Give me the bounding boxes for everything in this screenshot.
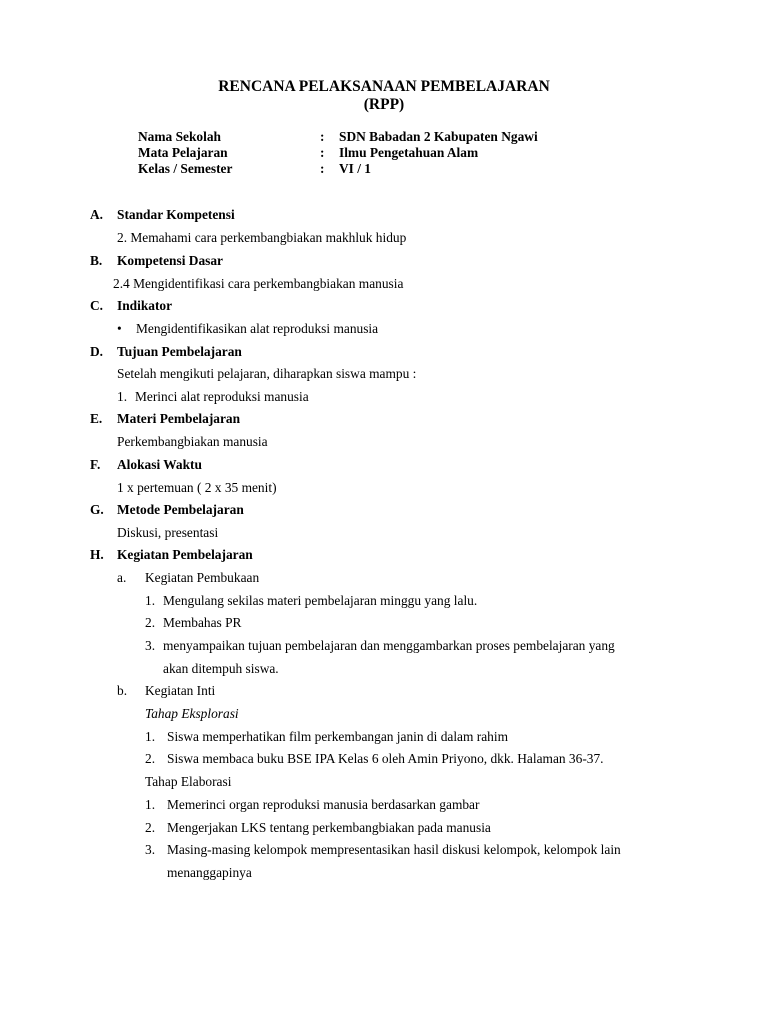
- section-heading: Tujuan Pembelajaran: [117, 344, 242, 359]
- sub-heading: Kegiatan Pembukaan: [145, 570, 260, 585]
- section-heading: Alokasi Waktu: [117, 457, 202, 472]
- identity-separator: :: [320, 161, 325, 176]
- list-number: 2.: [145, 615, 156, 630]
- section-content: 2. Memahami cara perkembangbiakan makhluk hidup: [117, 230, 407, 245]
- identity-value: SDN Babadan 2 Kabupaten Ngawi: [339, 129, 538, 144]
- section-heading: Materi Pembelajaran: [117, 411, 241, 426]
- bullet: •: [117, 321, 122, 336]
- list-number: 3.: [145, 638, 156, 653]
- section-content: Diskusi, presentasi: [117, 525, 219, 540]
- list-item: Masing-masing kelompok mempresentasikan hasil diskusi kelompok, kelompok lain: [167, 842, 621, 857]
- list-number: 1.: [145, 797, 156, 812]
- section-letter: E.: [90, 411, 103, 426]
- list-number: 1.: [117, 389, 128, 404]
- sub-heading: Kegiatan Inti: [145, 683, 216, 698]
- identity-separator: :: [320, 145, 325, 160]
- section-content: Mengidentifikasikan alat reproduksi manusia: [136, 321, 379, 336]
- sub-letter: a.: [117, 570, 127, 585]
- sub-letter: b.: [117, 683, 128, 698]
- list-number: 1.: [145, 593, 156, 608]
- identity-label: Kelas / Semester: [138, 161, 233, 176]
- section-intro: Setelah mengikuti pelajaran, diharapkan siswa mampu :: [117, 366, 417, 381]
- list-number: 2.: [145, 820, 156, 835]
- list-item: Mengulang sekilas materi pembelajaran minggu yang lalu.: [163, 593, 478, 608]
- section-letter: H.: [90, 547, 104, 562]
- list-item-continuation: akan ditempuh siswa.: [163, 661, 279, 676]
- phase-title: Tahap Elaborasi: [145, 774, 232, 789]
- identity-label: Nama Sekolah: [138, 129, 221, 144]
- list-number: 2.: [145, 751, 156, 766]
- list-item: Memerinci organ reproduksi manusia berdasarkan gambar: [167, 797, 480, 812]
- list-item: Mengerjakan LKS tentang perkembangbiakan pada manusia: [167, 820, 491, 835]
- section-letter: D.: [90, 344, 104, 359]
- section-letter: G.: [90, 502, 104, 517]
- section-letter: C.: [90, 298, 104, 313]
- section-heading: Metode Pembelajaran: [117, 502, 244, 517]
- identity-separator: :: [320, 129, 325, 144]
- identity-value: VI / 1: [339, 161, 371, 176]
- list-item: Membahas PR: [163, 615, 242, 630]
- list-item: menyampaikan tujuan pembelajaran dan menggambarkan proses pembelajaran yang: [163, 638, 615, 653]
- phase-title: Tahap Eksplorasi: [145, 706, 239, 721]
- identity-label: Mata Pelajaran: [138, 145, 228, 160]
- document-title: RENCANA PELAKSANAAN PEMBELAJARAN: [218, 78, 550, 95]
- section-content: 1 x pertemuan ( 2 x 35 menit): [117, 480, 277, 495]
- list-item: Merinci alat reproduksi manusia: [135, 389, 309, 404]
- section-content: 2.4 Mengidentifikasi cara perkembangbiakan manusia: [113, 276, 404, 291]
- identity-value: Ilmu Pengetahuan Alam: [339, 145, 479, 160]
- section-letter: B.: [90, 253, 103, 268]
- section-heading: Kegiatan Pembelajaran: [117, 547, 253, 562]
- list-item: Siswa membaca buku BSE IPA Kelas 6 oleh Amin Priyono, dkk. Halaman 36-37.: [167, 751, 604, 766]
- document-subtitle: (RPP): [363, 96, 405, 113]
- section-content: Perkembangbiakan manusia: [117, 434, 268, 449]
- section-letter: F.: [90, 457, 101, 472]
- list-item: Siswa memperhatikan film perkembangan janin di dalam rahim: [167, 729, 508, 744]
- section-heading: Kompetensi Dasar: [117, 253, 224, 268]
- list-item-continuation: menanggapinya: [167, 865, 252, 880]
- section-heading: Indikator: [117, 298, 173, 313]
- list-number: 3.: [145, 842, 156, 857]
- section-heading: Standar Kompetensi: [117, 207, 235, 222]
- section-letter: A.: [90, 207, 104, 222]
- list-number: 1.: [145, 729, 156, 744]
